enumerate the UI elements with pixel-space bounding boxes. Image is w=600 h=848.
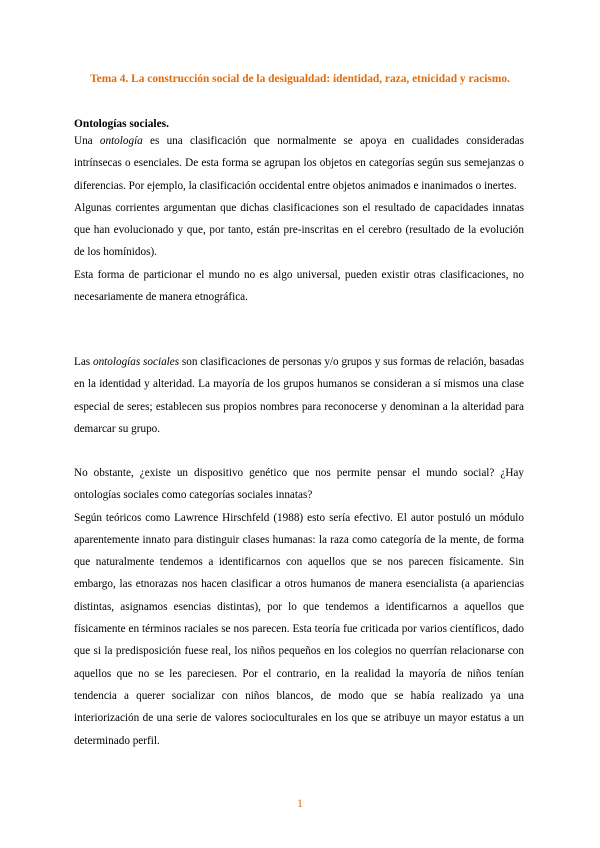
section-ontologias-sociales: [74, 351, 524, 440]
paragraph-social-ontologies: [74, 351, 524, 440]
section-heading: Ontologías sociales.: [74, 118, 169, 130]
text: es una clasificación que normalmente se apoya en cualidades consideradas intrínsecas o esenciales. De esta forma se agrupan los objetos en categorías según sus semejanzas o diferencias. Por ejemplo, la clasificación occidental entre objetos animados e inanimados o inertes.: [74, 135, 524, 192]
emphasis-term: ontología: [99, 135, 143, 147]
paragraph-ontologia-definition: [74, 130, 524, 197]
page-number: 1: [297, 796, 303, 810]
section-ontologias: [74, 130, 524, 308]
paragraph-hirschfeld: Según teóricos como Lawrence Hirschfeld (1988) esto sería efectivo. El autor postuló un módulo aparentemente innato para distinguir clases humanas: la raza como categoría de la mente, de forma que naturalmente tendemos a identificarnos con aquellos que se nos parecen físicamente. Sin embargo, las etnorazas nos hacen clasificar a otros humanos de manera esencialista (a apariencias distintas, asignamos esencias distintas), por lo que tendemos a identificarnos a aquellos que físicamente en términos raciales se nos parecen. Esta teoría fue criticada por varios científicos, dado que si la predisposición fuese real, los niños pequeños en los colegios no querrían relacionarse con aquellos que no se les pareciesen. Por el contrario, en la realidad la mayoría de niños tenían tendencia a querer socializar con niños blancos, de modo que se había realizado ya una interiorización de una serie de valores socioculturales en los que se atribuye un mayor estatus a un determinado perfil.: [74, 511, 524, 747]
paragraph-innate-capacities: Algunas corrientes argumentan que dichas clasificaciones son el resultado de capacidades innatas que han evolucionado y que, por tanto, están pre-inscritas en el cerebro (resultado de la evolución de los homínidos).: [74, 201, 524, 259]
document-title: Tema 4. La construcción social de la desigualdad: identidad, raza, etnicidad y racismo.: [90, 73, 510, 85]
text: Las: [74, 356, 93, 368]
paragraph-question: No obstante, ¿existe un dispositivo genético que nos permite pensar el mundo social? ¿Hay ontologías sociales como categorías sociales innatas?: [74, 467, 524, 502]
text: Una: [74, 135, 100, 147]
emphasis-term: ontologías sociales: [92, 356, 180, 368]
paragraph-not-universal: Esta forma de particionar el mundo no es algo universal, pueden existir otras clasificaciones, no necesariamente de manera etnográfica.: [74, 268, 524, 304]
text: son clasificaciones de personas y/o grupos y sus formas de relación, basadas en la identidad y alteridad. La mayoría de los grupos humanos se consideran a sí mismos una clase especial de seres; establecen sus propios nombres para reconocerse y denominan a la alteridad para demarcar su grupo.: [74, 356, 524, 435]
section-genetic-device: [74, 462, 524, 752]
